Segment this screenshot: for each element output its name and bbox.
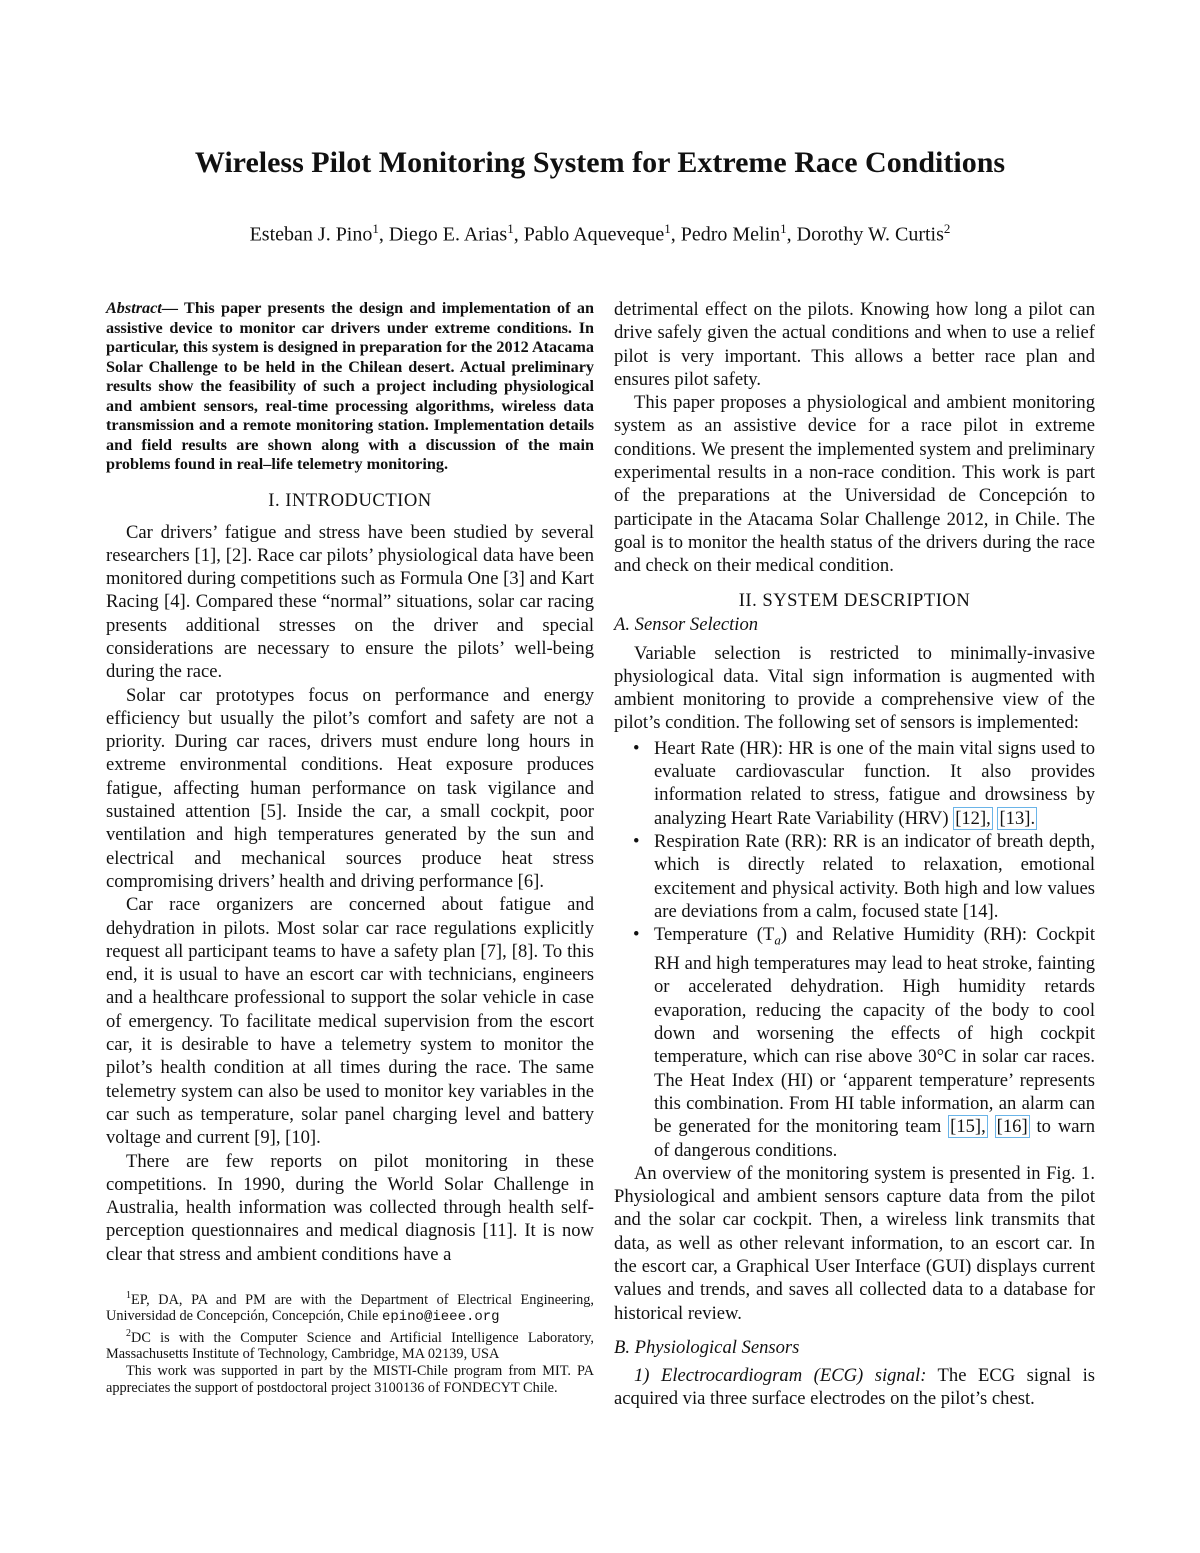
footnote: $^1$EP, DA, PA and PM are with the Department of Electrical Engineering, Universidad de Concepción, Concepción, Chile epino@ieee.org [106, 1290, 594, 1326]
author-affiliation: 1 [780, 221, 787, 236]
citation-link[interactable]: [12], [955, 807, 991, 829]
author: Diego E. Arias [388, 223, 508, 246]
paragraph: Solar car prototypes focus on performance and energy efficiency but usually the pilot’s comfort and safety are not a priority. During car races, drivers must endure long hours in extreme environmental conditions. Heat exposure produces fatigue, affecting human performance on task vigilance and sustained attention [5]. Inside the car, a small cockpit, poor ventilation and high temperatures generated by the sun and electrical and mechanical sources produce heat stress compromising drivers’ health and driving performance [6]. [106, 684, 594, 892]
author: Pedro Melin [680, 223, 781, 246]
sensor-list [614, 737, 1095, 1162]
paragraph: Variable selection is restricted to minimally-invasive physiological data. Vital sign information is augmented with ambient monitoring to provide a comprehensive view of the pilot’s condition. The following set of sensors is implemented: [614, 642, 1095, 734]
subsection-heading-physiological-sensors: B. Physiological Sensors [614, 1336, 800, 1358]
left-column [106, 299, 594, 1396]
abstract-text: This paper presents the design and implementation of an assistive device to monitor car drivers under extreme conditions. In particular, this system is designed in preparation for the 2012 Atacama Solar Challenge to be held in the Chilean desert. Actual preliminary results show the feasibility of such a project including physiological and ambient sensors, real-time processing algorithms, wireless data transmission and a remote monitoring station. Implementation details and field results are shown along with a discussion of the main problems found in real–life telemetry monitoring. [106, 299, 594, 473]
paragraph: detrimental effect on the pilots. Knowing how long a pilot can drive safely given the actual conditions and when to use a relief pilot is very important. This allows a better race plan and ensures pilot safety. [614, 299, 1095, 390]
abstract: Abstract— This paper presents the design and implementation of an assistive device to monitor car drivers under extreme conditions. In particular, this system is designed in preparation for the 2012 Atacama Solar Challenge to be held in the Chilean desert. Actual preliminary results show the feasibility of such a project including physiological and ambient sensors, real-time processing algorithms, wireless data transmission and a remote monitoring station. Implementation details and field results are shown along with a discussion of the main problems found in real–life telemetry monitoring. [106, 299, 594, 473]
right-column [614, 298, 1095, 1410]
list-item: • Temperature $(T_a)$ and Relative Humidity (RH): Cockpit RH and high temperatures may lead to heat stroke, fainting or accelerated dehydration. High humidity retards evaporation, reducing the capacity of the body to cool down and worsening the effects of high cockpit temperature, which can rise above 30°C in solar car races. The Heat Index (HI) or ‘apparent temperature’ represents this combination. From HI table information, an alarm can be generated for the monitoring team [15], [16] to warn of dangerous conditions. [633, 924, 1096, 1161]
footnote: $^2$DC is with the Computer Science and Artificial Intelligence Laboratory, Massachusetts Institute of Technology, Cambridge, MA 02139, USA [106, 1327, 594, 1363]
author-affiliation: 1 [372, 221, 379, 236]
author-affiliation: 1 [507, 221, 514, 236]
paragraph: An overview of the monitoring system is presented in Fig. 1. Physiological and ambient sensors capture data from the pilot and the solar car cockpit. Then, a wireless link transmits that data, as well as other relevant information, to an escort car. In the escort car, a Graphical User Interface (GUI) displays current values and trends, and saves all collected data to a database for historical review. [614, 1162, 1095, 1324]
paper-title: Wireless Pilot Monitoring System for Extreme Race Conditions [194, 146, 1006, 179]
paragraph: Car drivers’ fatigue and stress have been studied by several researchers [1], [2]. Race car pilots’ physiological data have been monitored during competitions such as Formula One [3] and Kart Racing [4]. Compared these “normal” situations, solar car racing presents additional stresses on the driver and special considerations are necessary to ensure the pilots’ well-being during the race. [106, 521, 594, 683]
author: Esteban J. Pino [249, 223, 373, 246]
email-address: epino@ieee.org [381, 1309, 500, 1326]
citation-link[interactable]: [15], [950, 1116, 986, 1138]
list-item: • Respiration Rate (RR): RR is an indicator of breath depth, which is directly related to relaxation, emotional excitement and physical activity. Both high and low values are deviations from a calm, focused state [14]. [633, 830, 1095, 922]
abstract-label: Abstract [106, 299, 162, 317]
paragraph-label: 1) Electrocardiogram (ECG) signal: [634, 1364, 927, 1386]
author: Pablo Aqueveque [523, 223, 665, 246]
author: Dorothy W. Curtis [796, 223, 944, 246]
paragraph: Car race organizers are concerned about fatigue and dehydration in pilots. Most solar car race regulations explicitly request all participant teams to have a safety plan [7], [8]. To this end, it is usual to have an escort car with technicians, engineers and a healthcare professional to support the solar vehicle in case of emergency. To facilitate medical supervision from the escort car, it is desirable to have a telemetry system to monitor the pilot’s health condition at all times during the race. The same telemetry system can also be used to monitor key variables in the car such as temperature, solar panel charging level and battery voltage and current [9], [10]. [106, 894, 594, 1149]
citation-link[interactable]: [13]. [999, 807, 1036, 829]
section-heading-introduction: I. INTRODUCTION [268, 489, 432, 511]
paragraph: There are few reports on pilot monitoring in these competitions. In 1990, during the World Solar Challenge in Australia, health information was collected through health self-perception questionnaires and medical diagnosis [11]. It is now clear that stress and ambient conditions have a [106, 1150, 594, 1265]
list-item: • Heart Rate (HR): HR is one of the main vital signs used to evaluate cardiovascular function. It also provides information related to stress, fatigue and drowsiness by analyzing Heart Rate Variability (HRV) [12], [13]. [633, 737, 1095, 829]
footnotes [106, 1288, 594, 1396]
citation-link[interactable]: [16] [996, 1116, 1028, 1138]
footnote-funding: This work was supported in part by the MISTI-Chile program from MIT. PA appreciates the support of postdoctoral project 3100136 of FONDECYT Chile. [106, 1362, 594, 1396]
paragraph: 1) Electrocardiogram (ECG) signal: The ECG signal is acquired via three surface electrodes on the pilot’s chest. [614, 1364, 1095, 1410]
author-affiliation: 2 [943, 221, 951, 236]
paragraph: This paper proposes a physiological and ambient monitoring system as an assistive device for a race pilot in extreme conditions. We present the implemented system and preliminary experimental results in a non-race condition. This work is part of the preparations at the Universidad de Concepción to participate in the Atacama Solar Challenge 2012, in Chile. The goal is to monitor the health status of the drivers during the race and check on their medical condition. [614, 392, 1095, 577]
author-affiliation: 1 [664, 221, 671, 236]
subsection-heading-sensor-selection: A. Sensor Selection [614, 613, 759, 635]
section-heading-system-description: II. SYSTEM DESCRIPTION [738, 589, 971, 611]
author-list: Esteban J. Pino$^1$, Diego E. Arias$^1$, Pablo Aqueveque$^1$, Pedro Melin$^1$, Dorothy W. Curtis$^2$ [249, 221, 951, 246]
